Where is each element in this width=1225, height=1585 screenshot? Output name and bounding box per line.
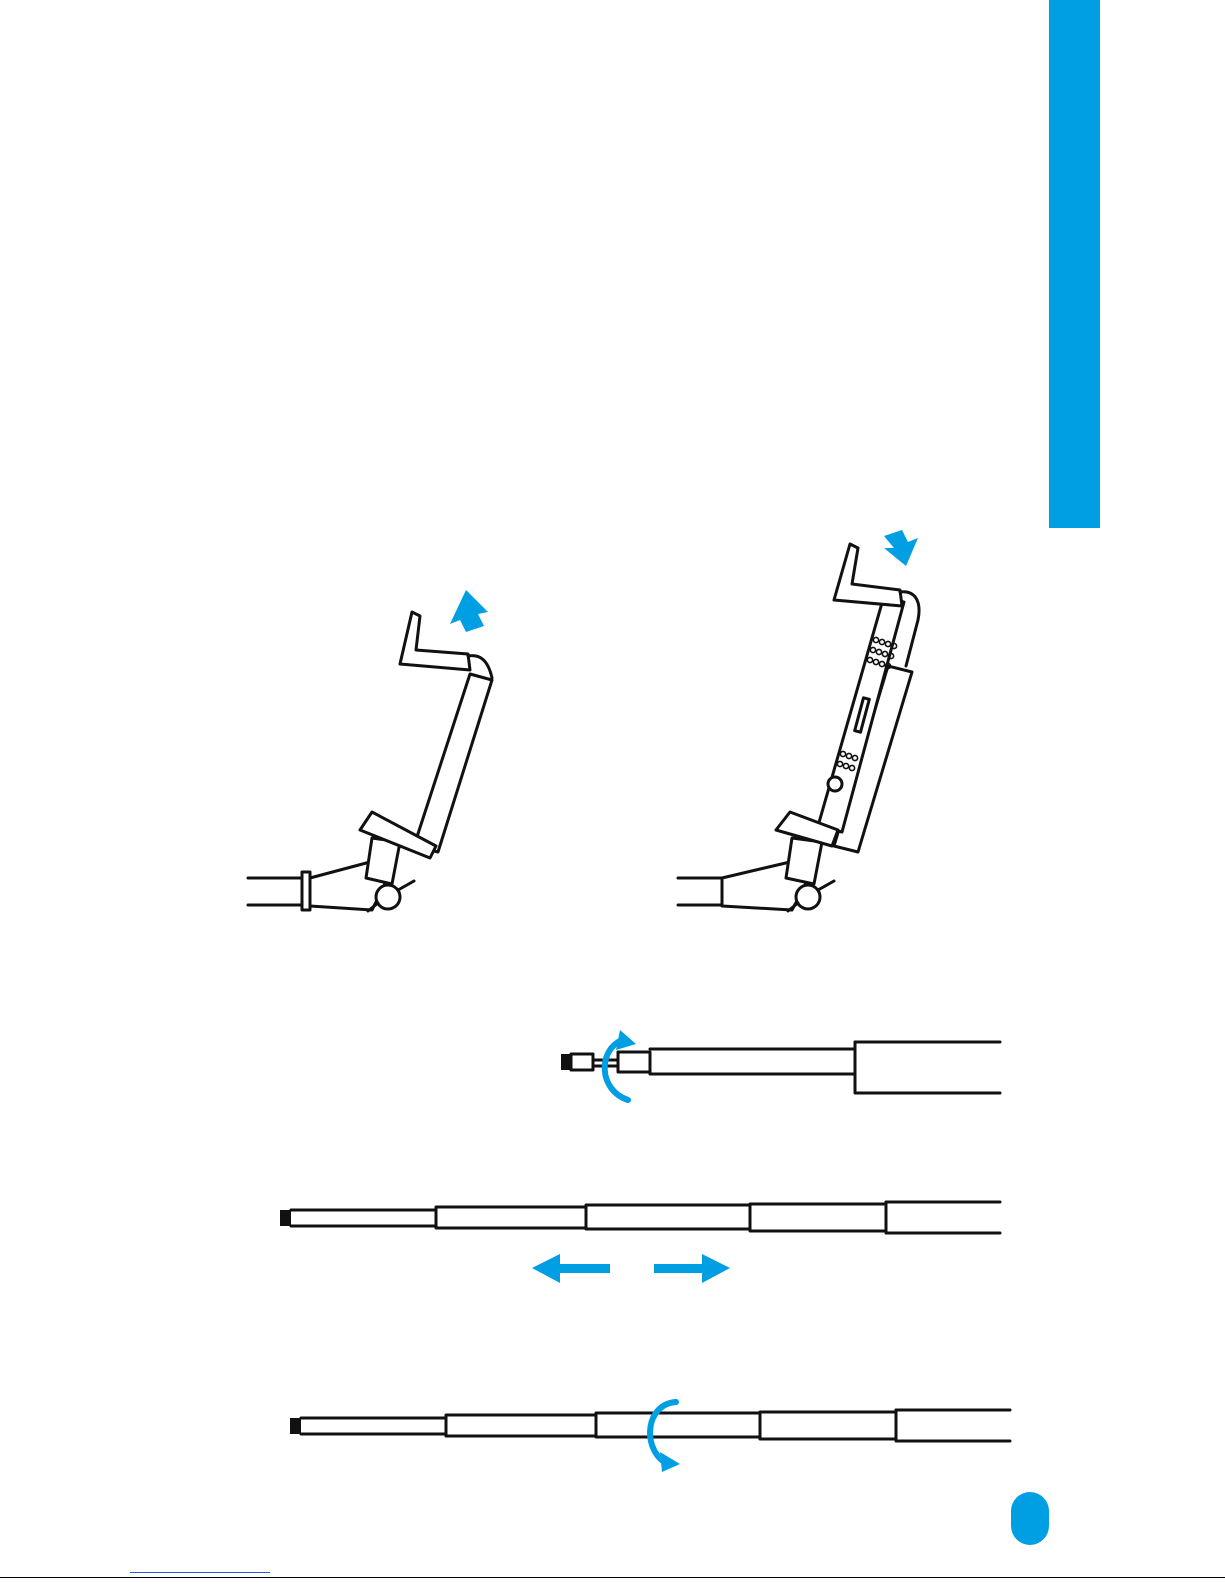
- footer-link-underline: [130, 1572, 270, 1573]
- phone-clamp-open-figure: [248, 612, 492, 911]
- double-horizontal-arrow-icon: [532, 1254, 730, 1283]
- arrow-up-icon: [450, 590, 488, 632]
- page-number-badge: [1011, 1492, 1049, 1545]
- pole-extend-figure: [280, 1202, 1000, 1233]
- footer-rule: [0, 1577, 1225, 1578]
- pole-rotate-to-unlock-figure: [561, 1042, 1000, 1093]
- arrow-down-icon: [884, 530, 918, 566]
- phone-clamp-with-phone-figure: [678, 544, 919, 911]
